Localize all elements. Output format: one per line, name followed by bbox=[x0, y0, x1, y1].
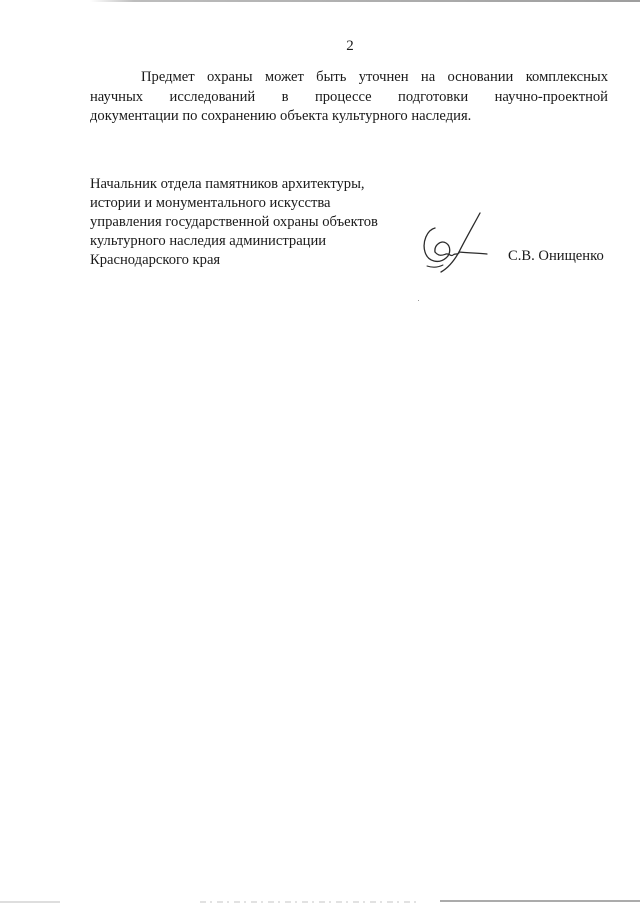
signatory-position bbox=[90, 175, 410, 270]
scan-speck bbox=[418, 300, 419, 301]
body-paragraph bbox=[90, 68, 608, 127]
handwritten-signature bbox=[413, 208, 493, 283]
scan-edge-top bbox=[90, 0, 640, 2]
paragraph-line-3: документации по сохранению объекта культурного наследия. bbox=[90, 108, 472, 124]
scan-edge-bottom bbox=[0, 896, 640, 905]
position-line-2: истории и монументального искусства bbox=[90, 195, 331, 211]
signer-name: С.В. Онищенко bbox=[508, 248, 604, 264]
page-number: 2 bbox=[346, 38, 354, 54]
paragraph-line-2: научных исследований в процессе подготовки научно-проектной bbox=[90, 88, 608, 105]
position-line-3: управления государственной охраны объектов bbox=[90, 214, 378, 230]
position-line-1: Начальник отдела памятников архитектуры, bbox=[90, 176, 365, 192]
paragraph-line-1: Предмет охраны может быть уточнен на основании комплексных bbox=[141, 69, 608, 85]
position-line-4: культурного наследия администрации bbox=[90, 233, 327, 249]
position-line-5: Краснодарского края bbox=[90, 252, 221, 268]
